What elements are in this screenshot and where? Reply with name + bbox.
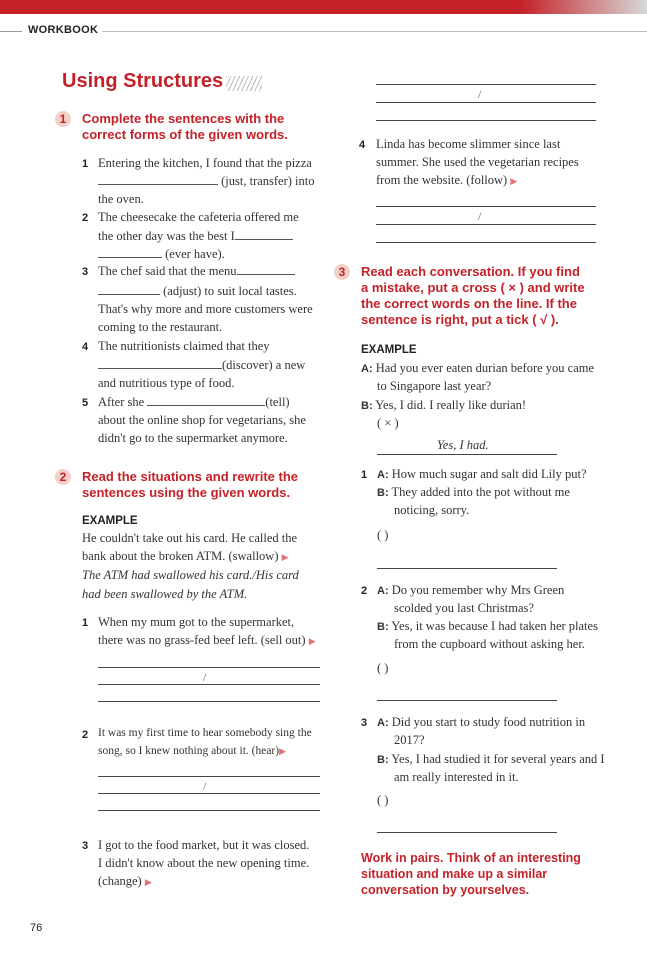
s2-item-3-line-3: (change) ▶ <box>98 874 152 888</box>
s1-item-4-line-3: and nutritious type of food. <box>98 376 235 390</box>
s3-item-1-mark-box[interactable]: ( ) <box>377 528 389 542</box>
section-1-heading-line-1: Complete the sentences with the <box>82 111 285 126</box>
answer-line[interactable] <box>376 206 596 207</box>
answer-blank[interactable] <box>98 256 162 258</box>
s3-example-a-line-2: to Singapore last year? <box>377 379 492 393</box>
answer-blank[interactable] <box>235 238 293 240</box>
answer-divider-slash: / <box>203 670 207 684</box>
s3-item-1-a-line-1: A: How much sugar and salt did Lily put? <box>377 467 587 481</box>
s1-item-3-number: 3 <box>82 266 89 278</box>
s2-item-1-line-1: When my mum got to the supermarket, <box>98 615 295 629</box>
section-3-heading-line-2: a mistake, put a cross ( × ) and write <box>361 280 585 295</box>
s2-item-4-number: 4 <box>359 139 366 151</box>
s1-item-3-line-3: That's why more and more customers were <box>98 302 313 316</box>
section-2-example-label: EXAMPLE <box>82 515 138 527</box>
s2-example-answer-line-2: had been swallowed by the ATM. <box>82 587 248 601</box>
arrow-icon: ▶ <box>281 552 289 562</box>
header-rule-right <box>102 31 647 32</box>
s2-item-2-line-1: It was my first time to hear somebody sing the <box>98 727 312 739</box>
s3-item-1-number: 1 <box>361 469 368 481</box>
s2-item-2-line-2: song, so I knew nothing about it. (hear)▶ <box>98 745 287 757</box>
s1-item-4-number: 4 <box>82 341 89 353</box>
answer-blank[interactable] <box>98 183 218 185</box>
pair-work-line-2: situation and make up a similar <box>361 867 548 881</box>
answer-line[interactable] <box>377 832 557 833</box>
s1-item-2-line-1: The cheesecake the cafeteria offered me <box>98 210 299 224</box>
answer-blank[interactable] <box>98 367 222 369</box>
section-2-number: 2 <box>55 469 71 485</box>
example-answer-line <box>377 454 557 455</box>
s2-item-4-line-3: from the website. (follow) ▶ <box>376 173 518 187</box>
answer-divider-slash: / <box>478 87 482 101</box>
answer-line[interactable] <box>98 701 320 702</box>
answer-line[interactable] <box>376 84 596 85</box>
s1-item-5-line-2: about the online shop for vegetarians, she <box>98 413 306 427</box>
s2-item-1-number: 1 <box>82 617 89 629</box>
s1-item-2-line-2: the other day was the best I <box>98 229 293 244</box>
answer-line[interactable] <box>376 120 596 121</box>
s3-item-2-a-line-1: A: Do you remember why Mrs Green <box>377 583 565 597</box>
s3-item-3-b-line-2: am really interested in it. <box>394 770 519 784</box>
s1-item-1-line-1: Entering the kitchen, I found that the pizza <box>98 156 312 170</box>
s1-item-2-number: 2 <box>82 212 89 224</box>
s2-example-answer-line-1: The ATM had swallowed his card./His card <box>82 568 299 582</box>
answer-line[interactable] <box>377 568 557 569</box>
s2-item-1-line-2: there was no grass-fed beef left. (sell out) ▶ <box>98 633 316 647</box>
s3-example-a-line-1: A: Had you ever eaten durian before you came <box>361 361 595 375</box>
s1-item-1-line-3: the oven. <box>98 192 144 206</box>
s2-example-line-2: bank about the broken ATM. (swallow) ▶ <box>82 549 289 563</box>
section-2-heading-line-2: sentences using the given words. <box>82 485 291 500</box>
answer-blank[interactable] <box>237 273 295 275</box>
answer-line[interactable] <box>98 776 320 777</box>
s3-item-1-b-line-1: B: They added into the pot without me <box>377 485 570 499</box>
answer-line[interactable] <box>98 793 320 794</box>
section-3-heading-line-1: Read each conversation. If you find <box>361 264 580 279</box>
workbook-label: WORKBOOK <box>28 24 99 36</box>
top-bar-fade <box>520 0 647 14</box>
s2-example-line-1: He couldn't take out his card. He called the <box>82 531 298 545</box>
section-2-heading-line-1: Read the situations and rewrite the <box>82 469 298 484</box>
s1-item-5-number: 5 <box>82 397 89 409</box>
arrow-icon: ▶ <box>144 877 152 887</box>
s3-item-1-b-line-2: noticing, sorry. <box>394 503 470 517</box>
s2-item-4-line-2: summer. She used the vegetarian recipes <box>376 155 579 169</box>
pair-work-instruction <box>361 850 581 898</box>
section-3-heading-line-3: the correct words on the line. If the <box>361 296 577 311</box>
arrow-icon: ▶ <box>279 746 287 756</box>
section-1-heading-line-2: correct forms of the given words. <box>82 127 288 142</box>
s2-item-2-number: 2 <box>82 729 89 741</box>
answer-line[interactable] <box>376 224 596 225</box>
s1-item-1-line-2: (just, transfer) into <box>98 174 315 189</box>
arrow-icon: ▶ <box>308 636 316 646</box>
s2-item-3-line-1: I got to the food market, but it was closed. <box>98 838 310 852</box>
s1-item-1-number: 1 <box>82 158 89 170</box>
s3-item-2-b-line-2: from the cupboard without asking her. <box>394 637 585 651</box>
answer-line[interactable] <box>98 667 320 668</box>
s3-item-3-a-line-2: 2017? <box>394 733 425 747</box>
s3-item-2-a-line-2: scolded you last Christmas? <box>394 601 534 615</box>
s1-item-3-line-2: (adjust) to suit local tastes. <box>98 284 297 299</box>
s3-item-3-b-line-1: B: Yes, I had studied it for several years and I <box>377 752 605 766</box>
s3-item-3-number: 3 <box>361 717 368 729</box>
section-1-number: 1 <box>55 111 71 127</box>
page-title: Using Structures <box>62 70 224 92</box>
s1-item-3-line-4: coming to the restaurant. <box>98 320 223 334</box>
s3-example-answer: Yes, I had. <box>437 438 489 452</box>
title-hatch-decoration <box>226 76 262 91</box>
section-3-number: 3 <box>334 264 350 280</box>
s1-item-4-line-1: The nutritionists claimed that they <box>98 339 270 353</box>
s3-item-3-mark-box[interactable]: ( ) <box>377 793 389 807</box>
s2-item-4-line-1: Linda has become slimmer since last <box>376 137 561 151</box>
header-rule-left <box>0 31 22 32</box>
answer-blank[interactable] <box>98 293 160 295</box>
s2-item-3-number: 3 <box>82 840 89 852</box>
answer-line[interactable] <box>98 684 320 685</box>
section-3-heading-line-4: sentence is right, put a tick ( √ ). <box>361 312 559 327</box>
s2-item-3-line-2: I didn't know about the new opening time. <box>98 856 310 870</box>
page-number: 76 <box>30 922 43 934</box>
answer-line[interactable] <box>377 700 557 701</box>
s3-example-mark: ( × ) <box>377 416 399 430</box>
answer-blank[interactable] <box>147 404 265 406</box>
pair-work-line-3: conversation by yourselves. <box>361 883 530 897</box>
answer-divider-slash: / <box>478 209 482 223</box>
answer-line[interactable] <box>376 102 596 103</box>
s3-example-b-line-1: B: Yes, I did. I really like durian! <box>361 398 527 412</box>
s1-item-4-line-2: (discover) a new <box>98 358 305 373</box>
answer-line[interactable] <box>376 242 596 243</box>
section-3-example-label: EXAMPLE <box>361 344 417 356</box>
s3-item-2-b-line-1: B: Yes, it was because I had taken her plates <box>377 619 598 633</box>
pair-work-line-1: Work in pairs. Think of an interesting <box>361 851 581 865</box>
s1-item-3-line-1: The chef said that the menu <box>98 264 295 279</box>
s1-item-5-line-1: After she (tell) <box>98 395 290 409</box>
answer-line[interactable] <box>98 810 320 811</box>
s3-item-2-mark-box[interactable]: ( ) <box>377 661 389 675</box>
arrow-icon: ▶ <box>510 176 518 186</box>
s1-item-2-line-3: (ever have). <box>98 247 225 262</box>
answer-divider-slash: / <box>203 779 207 793</box>
s1-item-5-line-3: didn't go to the supermarket anymore. <box>98 431 288 445</box>
s3-item-2-number: 2 <box>361 585 368 597</box>
s3-item-3-a-line-1: A: Did you start to study food nutrition in <box>377 715 586 729</box>
